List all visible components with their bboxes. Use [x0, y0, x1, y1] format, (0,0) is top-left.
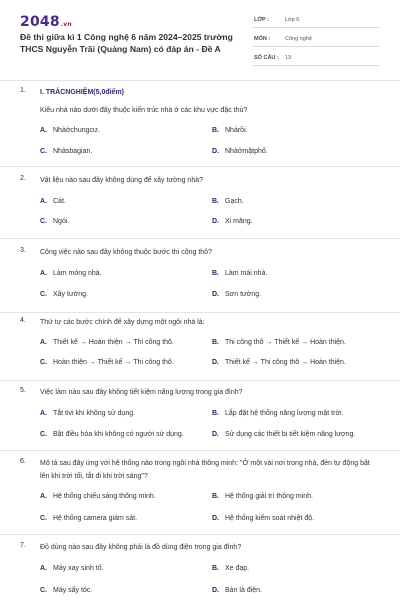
logo-suffix: .vn [60, 21, 72, 28]
option-b[interactable] [212, 410, 344, 417]
option-text: Gạch. [225, 198, 244, 205]
option-letter: D. [212, 515, 219, 522]
option-text: Bật điều hòa khi không có người sử dụng. [53, 431, 184, 438]
option-letter: C. [40, 359, 47, 366]
option-text: Hoàn thiện → Thiết kế → Thi công thô. [53, 359, 174, 366]
option-a[interactable] [40, 565, 104, 572]
option-c[interactable] [40, 431, 184, 438]
option-text: Máy xay sinh tố. [53, 565, 104, 572]
option-b[interactable] [212, 198, 244, 205]
question-text: Thứ tự các bước chính để xây dựng một ngôi nhà là: [40, 319, 205, 326]
question-number: 3. [20, 247, 26, 254]
question-1 [0, 80, 400, 164]
meta-row-count [252, 52, 380, 66]
option-text: Sử dụng các thiết bị tiết kiệm năng lượng. [225, 431, 356, 438]
option-letter: A. [40, 339, 47, 346]
option-letter: A. [40, 127, 47, 134]
option-text: Thiết kế → Thi công thô → Hoàn thiện. [225, 359, 346, 366]
meta-value: 13 [285, 55, 292, 61]
option-c[interactable] [40, 218, 69, 225]
question-number: 5. [20, 387, 26, 394]
question-4 [0, 312, 400, 378]
option-text: Xe đạp. [225, 565, 250, 572]
option-b[interactable] [212, 493, 313, 500]
option-letter: B. [212, 339, 219, 346]
option-letter: C. [40, 218, 47, 225]
option-letter: C. [40, 515, 47, 522]
option-letter: C. [40, 431, 47, 438]
option-text: Cát. [53, 198, 66, 205]
option-letter: D. [212, 291, 219, 298]
option-letter: D. [212, 431, 219, 438]
option-letter: B. [212, 198, 219, 205]
option-d[interactable] [212, 359, 346, 366]
option-letter: B. [212, 127, 219, 134]
question-text: Mô tả sau đây ứng với hệ thống nào trong ngôi nhà thông minh: "Ở một vài nơi trong nhà, đèn tự động bật lên khi trời tối, tắt đi khi trời sáng"? [40, 460, 370, 480]
question-6 [0, 450, 400, 532]
question-3 [0, 238, 400, 310]
meta-row-subject [252, 33, 380, 47]
option-text: Sơn tường. [225, 291, 262, 298]
meta-label: LỚP : [254, 17, 269, 23]
option-d[interactable] [212, 431, 355, 438]
option-d[interactable] [212, 587, 262, 594]
option-text: Xi măng. [225, 218, 253, 225]
question-number: 6. [20, 458, 26, 465]
option-d[interactable] [212, 148, 268, 155]
option-letter: C. [40, 291, 47, 298]
meta-row-class [252, 14, 380, 28]
meta-value: Lớp 6 [285, 17, 300, 23]
question-7 [0, 534, 400, 600]
option-a[interactable] [40, 198, 66, 205]
option-c[interactable] [40, 359, 174, 366]
option-d[interactable] [212, 291, 261, 298]
option-a[interactable] [40, 493, 156, 500]
option-letter: C. [40, 148, 47, 155]
question-text: Việc làm nào sau đây không tiết kiệm năng lượng trong gia đình? [40, 389, 243, 396]
option-text: Làm móng nhà. [53, 270, 102, 277]
option-text: Nhàởmặtphố. [225, 148, 268, 155]
option-letter: A. [40, 493, 47, 500]
exam-title: Đề thi giữa kì 1 Công nghệ 6 năm 2024–2025 trường THCS Nguyễn Trãi (Quảng Nam) có đáp án - Đề A [20, 32, 233, 54]
option-letter: A. [40, 270, 47, 277]
option-text: Hệ thống kiểm soát nhiệt độ. [225, 515, 315, 522]
option-text: Thi công thô → Thiết kế → Hoàn thiện. [225, 339, 346, 346]
meta-value: Công nghệ [285, 36, 312, 42]
option-text: Làm mái nhà. [225, 270, 268, 277]
option-text: Nhàrồi. [225, 127, 248, 134]
option-b[interactable] [212, 270, 267, 277]
option-letter: D. [212, 359, 219, 366]
option-b[interactable] [212, 339, 346, 346]
meta-label: MÔN : [254, 36, 271, 42]
question-2 [0, 166, 400, 236]
option-letter: A. [40, 198, 47, 205]
option-text: Bàn là điện. [225, 587, 262, 594]
option-text: Máy sấy tóc. [53, 587, 93, 594]
meta-label: SỐ CÂU : [254, 55, 279, 61]
option-letter: A. [40, 565, 47, 572]
page-header [0, 0, 400, 72]
option-letter: B. [212, 493, 219, 500]
option-text: Hệ thống chiếu sáng thông minh. [53, 493, 156, 500]
exam-meta-panel [252, 14, 380, 71]
option-d[interactable] [212, 515, 314, 522]
site-logo[interactable] [20, 14, 72, 30]
option-d[interactable] [212, 218, 253, 225]
option-text: Thiết kế → Hoàn thiện → Thi công thô. [53, 339, 174, 346]
question-text: Vật liệu nào sau đây không dùng để xây tường nhà? [40, 177, 204, 184]
option-c[interactable] [40, 587, 92, 594]
option-a[interactable] [40, 270, 102, 277]
option-a[interactable] [40, 339, 174, 346]
section-title: I. TRẮCNGHIỆM(5,0điểm) [40, 89, 125, 96]
question-text: Đồ dùng nào sau đây không phải là đồ dùng điện trong gia đình? [40, 544, 242, 551]
option-b[interactable] [212, 565, 249, 572]
option-letter: B. [212, 410, 219, 417]
option-text: Ngói. [53, 218, 70, 225]
option-c[interactable] [40, 515, 137, 522]
option-text: Hệ thống giải trí thông minh. [225, 493, 313, 500]
question-number: 7. [20, 542, 26, 549]
option-letter: B. [212, 270, 219, 277]
option-text: Lắp đặt hệ thống năng lượng mặt trời. [225, 410, 344, 417]
option-text: Hệ thống camera giám sát. [53, 515, 138, 522]
option-letter: C. [40, 587, 47, 594]
option-text: Nhàởchungcư. [53, 127, 100, 134]
question-5 [0, 380, 400, 448]
option-a[interactable] [40, 127, 100, 134]
option-letter: D. [212, 587, 219, 594]
option-letter: D. [212, 218, 219, 225]
question-number: 2. [20, 175, 26, 182]
option-b[interactable] [212, 127, 248, 134]
question-number: 4. [20, 317, 26, 324]
option-text: Xây tường. [53, 291, 88, 298]
option-c[interactable] [40, 291, 88, 298]
question-number: 1. [20, 87, 26, 94]
question-text: Công việc nào sau đây không thuộc bước thi công thô? [40, 249, 212, 256]
option-c[interactable] [40, 148, 92, 155]
option-text: Tắt tivi khi không sử dụng. [53, 410, 136, 417]
logo-text: 2048 [20, 14, 60, 30]
option-letter: A. [40, 410, 47, 417]
option-letter: B. [212, 565, 219, 572]
option-letter: D. [212, 148, 219, 155]
option-a[interactable] [40, 410, 135, 417]
question-text: Kiểu nhà nào dưới đây thuộc kiến trúc nhà ở các khu vực đặc thù? [40, 107, 248, 114]
option-text: Nhàsbagian. [53, 148, 93, 155]
